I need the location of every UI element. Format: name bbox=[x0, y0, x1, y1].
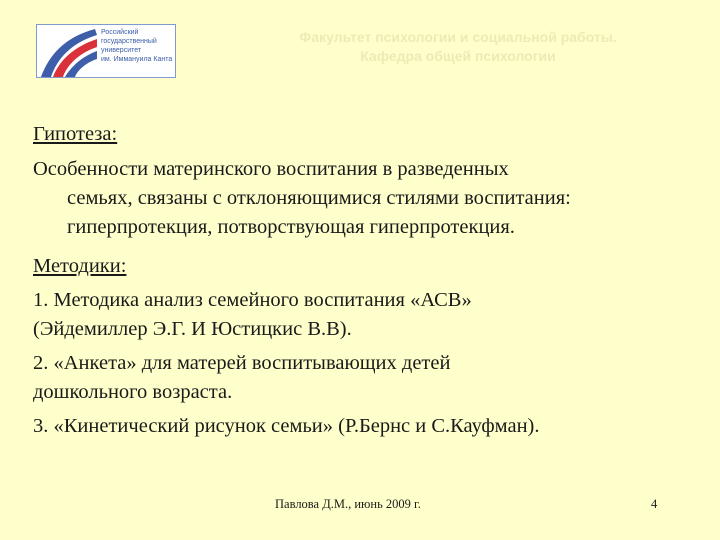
method-item bbox=[33, 412, 693, 441]
method-text-line: 2. «Анкета» для матерей воспитывающих детей bbox=[33, 352, 451, 374]
department-name: Кафедра общей психологии bbox=[360, 48, 556, 64]
methods-heading: Методики: bbox=[33, 255, 127, 277]
author-date: Павлова Д.М., июнь 2009 г. bbox=[275, 497, 421, 511]
method-text-line: 3. «Кинетический рисунок семьи» (Р.Бернс и С.Кауфман). bbox=[33, 415, 540, 437]
logo-line: университет bbox=[101, 47, 142, 54]
method-text-line: дошкольного возраста. bbox=[33, 381, 233, 403]
university-emblem-icon bbox=[37, 25, 99, 78]
hypothesis-text-line: семьях, связаны с отклоняющимися стилями воспитания: bbox=[67, 187, 571, 209]
hypothesis-text-line: гиперпротекция, потворствующая гиперпротекция. bbox=[67, 216, 515, 238]
slide-body bbox=[33, 120, 693, 441]
method-text-line: (Эйдемиллер Э.Г. И Юстицкис В.В). bbox=[33, 318, 352, 340]
method-text-line: 1. Методика анализ семейного воспитания «АСВ» bbox=[33, 289, 472, 311]
hypothesis-text-line: Особенности материнского воспитания в разведенных bbox=[33, 158, 509, 180]
university-name bbox=[101, 28, 175, 64]
university-logo bbox=[36, 24, 176, 78]
faculty-name: Факультет психологии и социальной работы. bbox=[299, 29, 617, 45]
method-item bbox=[33, 286, 693, 344]
logo-line: Российский bbox=[101, 29, 139, 36]
logo-line: государственный bbox=[101, 38, 157, 45]
hypothesis-heading: Гипотеза: bbox=[33, 123, 118, 145]
logo-line: им. Иммануила Канта bbox=[101, 56, 173, 63]
slide-header bbox=[230, 28, 686, 66]
method-item bbox=[33, 349, 693, 407]
page-number: 4 bbox=[651, 497, 658, 511]
